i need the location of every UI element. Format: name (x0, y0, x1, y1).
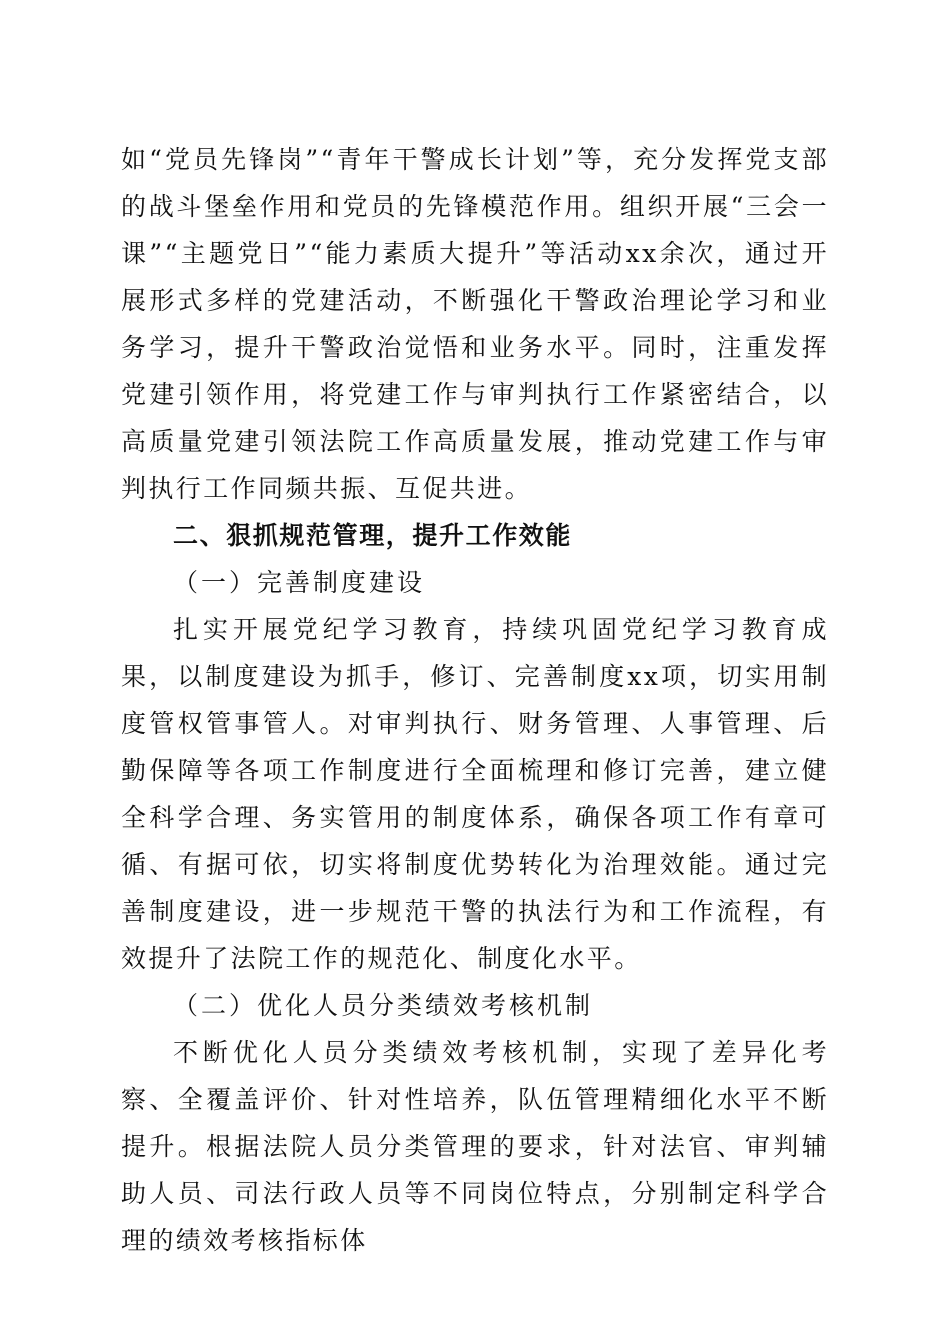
subsection-title-performance-assessment: （二）优化人员分类绩效考核机制 (173, 991, 594, 1020)
document-body (121, 136, 829, 1264)
section-heading-standardized-management: 二、狠抓规范管理，提升工作效能 (173, 521, 573, 550)
paragraph-party-building-continued: 如“党员先锋岗”“青年干警成长计划”等，充分发挥党支部的战斗堡垒作用和党员的先锋模范作用。组织开展“三会一课”“主题党日”“能力素质大提升”等活动xx余次，通过开展形式多样的党建活动，不断强化干警政治理论学习和业务学习，提升干警政治觉悟和业务水平。同时，注重发挥党建引领作用，将党建工作与审判执行工作紧密结合，以高质量党建引领法院工作高质量发展，推动党建工作与审判执行工作同频共振、互促共进。 (121, 145, 829, 503)
subsection-title-system-building: （一）完善制度建设 (173, 568, 426, 597)
paragraph-performance-assessment: 不断优化人员分类绩效考核机制，实现了差异化考察、全覆盖评价、针对性培养，队伍管理精细化水平不断提升。根据法院人员分类管理的要求，针对法官、审判辅助人员、司法行政人员等不同岗位特点，分别制定科学合理的绩效考核指标体 (121, 1038, 829, 1255)
paragraph-system-building: 扎实开展党纪学习教育，持续巩固党纪学习教育成果，以制度建设为抓手，修订、完善制度xx项，切实用制度管权管事管人。对审判执行、财务管理、人事管理、后勤保障等各项工作制度进行全面梳理和修订完善，建立健全科学合理、务实管用的制度体系，确保各项工作有章可循、有据可依，切实将制度优势转化为治理效能。通过完善制度建设，进一步规范干警的执法行为和工作流程，有效提升了法院工作的规范化、制度化水平。 (121, 615, 829, 973)
